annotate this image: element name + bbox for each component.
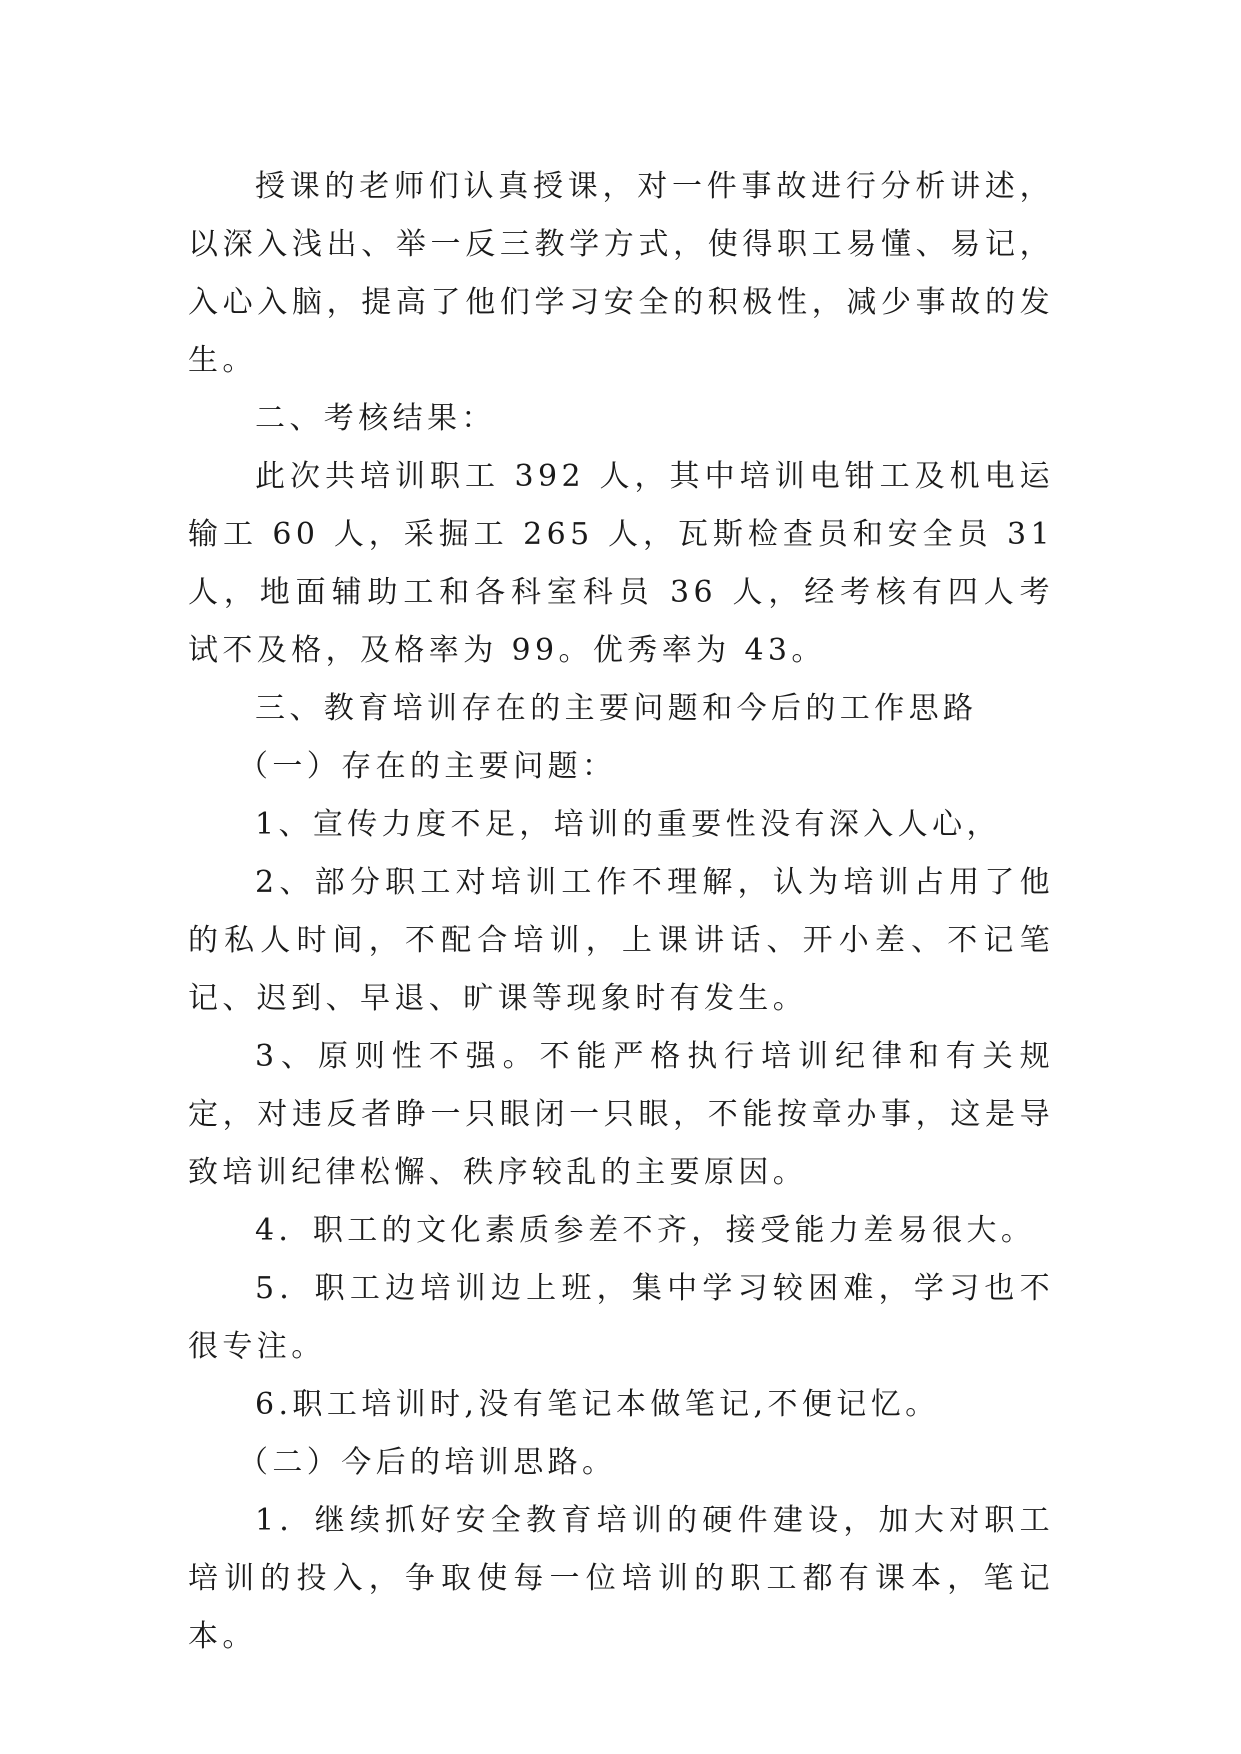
list-item-idea-1: 1．继续抓好安全教育培训的硬件建设，加大对职工培训的投入，争取使每一位培训的职工都有课本，笔记本。 — [188, 1503, 1054, 1654]
subheading-future-training-ideas: （二）今后的培训思路。 — [238, 1445, 617, 1480]
list-item-problem-6: 6.职工培训时,没有笔记本做笔记,不便记忆。 — [255, 1387, 940, 1422]
document-body — [188, 158, 1054, 1666]
list-item-problem-3: 3、原则性不强。不能严格执行培训纪律和有关规定，对违反者睁一只眼闭一只眼，不能按章办事，这是导致培训纪律松懈、秩序较乱的主要原因。 — [188, 1039, 1054, 1190]
section-heading-assessment-results: 二、考核结果： — [255, 401, 496, 436]
subheading-main-problems: （一）存在的主要问题： — [238, 749, 617, 784]
list-item-problem-5: 5．职工边培训边上班，集中学习较困难，学习也不很专注。 — [188, 1271, 1054, 1364]
paragraph-teaching-method: 授课的老师们认真授课，对一件事故进行分析讲述，以深入浅出、举一反三教学方式，使得职工易懂、易记，入心入脑，提高了他们学习安全的积极性，减少事故的发生。 — [188, 169, 1054, 378]
list-item-problem-1: 1、宣传力度不足，培训的重要性没有深入人心， — [255, 807, 1001, 842]
list-item-problem-2: 2、部分职工对培训工作不理解，认为培训占用了他的私人时间，不配合培训，上课讲话、开小差、不记笔记、迟到、早退、旷课等现象时有发生。 — [188, 865, 1054, 1016]
paragraph-assessment-statistics: 此次共培训职工 392 人，其中培训电钳工及机电运输工 60 人，采掘工 265 人，瓦斯检查员和安全员 31 人，地面辅助工和各科室科员 36 人，经考核有四人考试不及格，及格率为 99。优秀率为 43。 — [188, 459, 1054, 668]
section-heading-problems-and-ideas: 三、教育培训存在的主要问题和今后的工作思路 — [255, 691, 978, 726]
list-item-problem-4: 4．职工的文化素质参差不齐，接受能力差易很大。 — [255, 1213, 1036, 1248]
